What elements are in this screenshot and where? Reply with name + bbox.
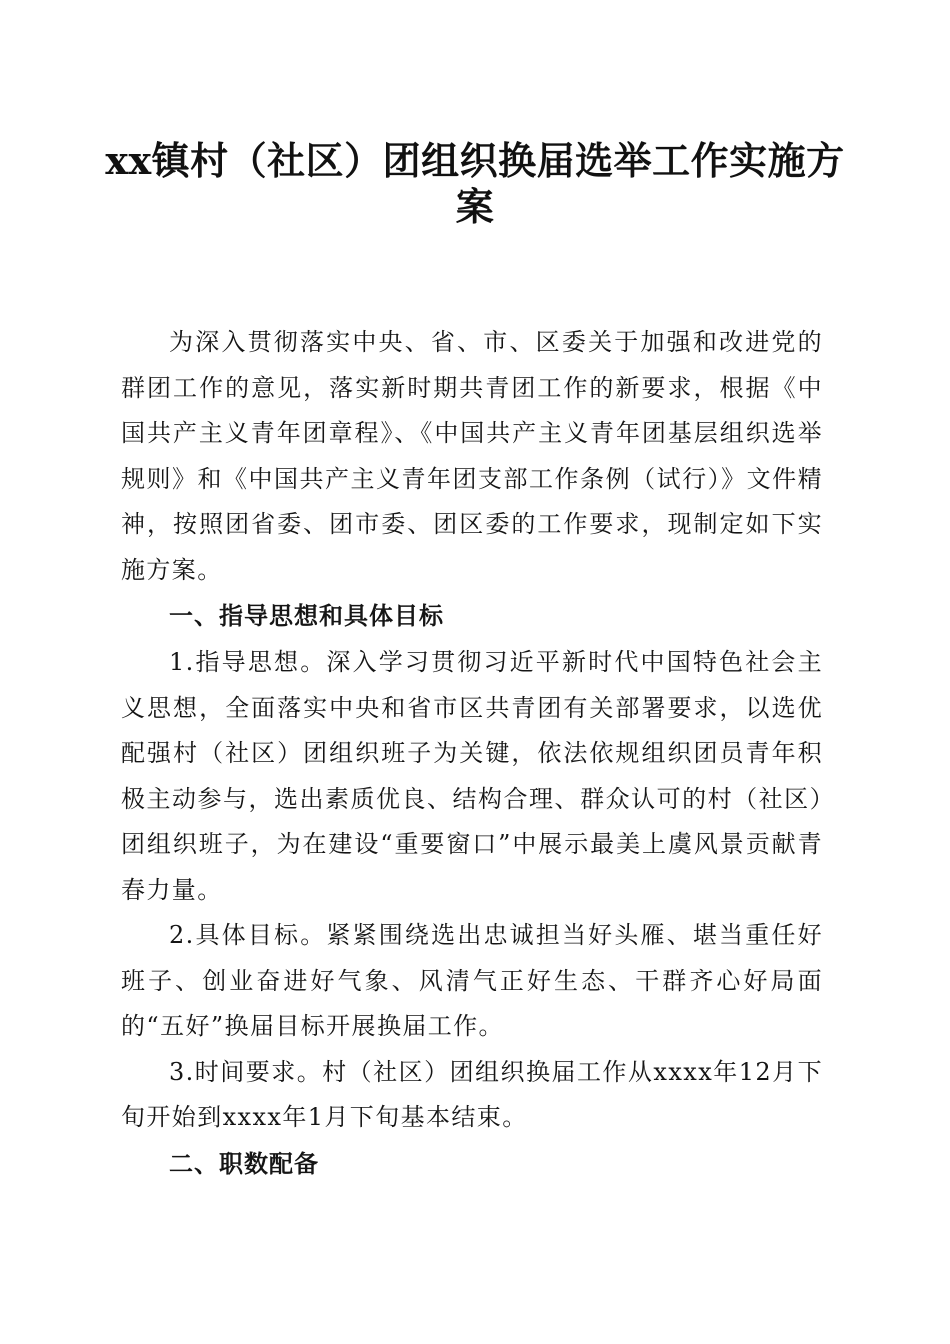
paragraph-guiding-ideology: 1.指导思想。深入学习贯彻习近平新时代中国特色社会主义思想，全面落实中央和省市区共青团有关部署要求，以选优配强村（社区）团组织班子为关键，依法依规组织团员青年积极主动参与，选出素质优良、结构合理、群众认可的村（社区）团组织班子，为在建设“重要窗口”中展示最美上虞风景贡献青春力量。	[121, 648, 823, 904]
intro-paragraph: 为深入贯彻落实中央、省、市、区委关于加强和改进党的群团工作的意见，落实新时期共青团工作的新要求，根据《中国共产主义青年团章程》、《中国共产主义青年团基层组织选举规则》和《中国共产主义青年团支部工作条例（试行）》文件精神，按照团省委、团市委、团区委的工作要求，现制定如下实施方案。	[121, 328, 823, 584]
section-heading-positions: 二、职数配备	[169, 1149, 319, 1178]
section-heading-guidance: 一、指导思想和具体目标	[169, 602, 444, 630]
document-title: xx镇村（社区）团组织换届选举工作实施方案	[105, 138, 845, 229]
paragraph-time-requirements: 3.时间要求。村（社区）团组织换届工作从xxxx年12月下旬开始到xxxx年1月下旬基本结束。	[121, 1057, 823, 1131]
paragraph-specific-goals: 2.具体目标。紧紧围绕选出忠诚担当好头雁、堪当重任好班子、创业奋进好气象、风清气正好生态、干群齐心好局面的“五好”换届目标开展换届工作。	[121, 921, 823, 1040]
document-body	[121, 320, 823, 1188]
